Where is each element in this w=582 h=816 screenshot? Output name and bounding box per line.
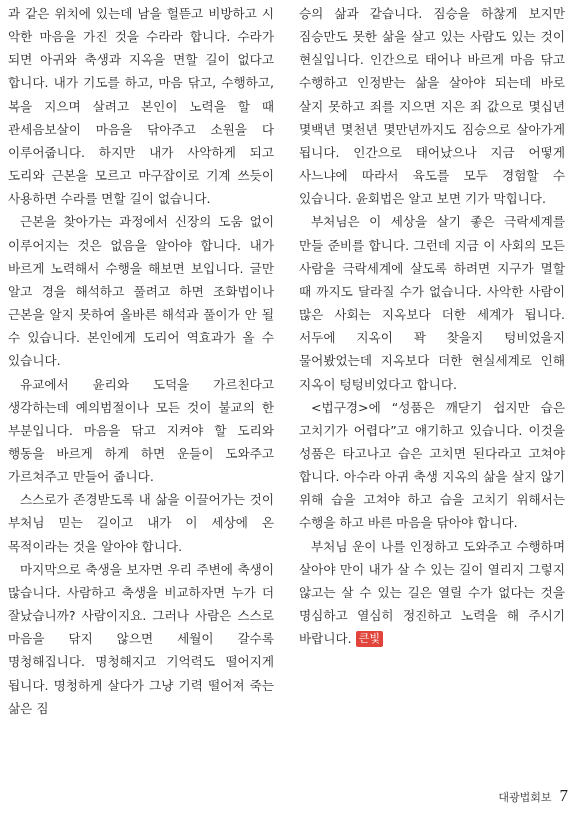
paragraph: 근본을 찾아가는 과정에서 신장의 도움 없이 이루어지는 것은 없음을 알아야 합니다. 내가 바르게 노력해서 수행을 해보면 보입니다. 글만 알고 경을 해석하고 풀려고 하면 조화법이나 근본을 알지 못하여 올바른 해석과 풀이가 안 될 수 있습니다. 본인에게 도리어 역효과가 올 수 있습니다. [8, 214, 274, 369]
paragraph: 유교에서 윤리와 도덕을 가르친다고 생각하는데 예의범절이나 모든 것이 불교의 한 부분입니다. 마음을 닦고 지켜야 할 도리와 행동을 바르게 하게 하면 운들이 도와주고 가르쳐주고 만들어 줍니다. [8, 376, 274, 485]
page-number: 7 [559, 786, 568, 805]
paragraph-text: 부처님 운이 나를 인정하고 도와주고 수행하며 살아야 만이 내가 살 수 있는 길이 열리지 그렇지 않고는 살 수 있는 길은 열릴 수가 없다는 것을 명심하고 열심히 정진하고 노력을 해 주시기 바랍니다. [299, 538, 565, 647]
last-paragraph [299, 535, 565, 651]
paragraph: 부처님은 이 세상을 살기 좋은 극락세계를 만들 준비를 합니다. 그런데 지금 이 사회의 모든 사람을 극락세계에 살도록 하려면 지구가 멸할 때 까지도 달라질 수가 없습니다. 사악한 사람이 많은 사회는 지옥보다 더한 세계가 됩니다. 서두에 지옥이 꽉 찾을지 텅비었을지 물어봤었는데 지옥보다 더한 현실세계로 인해 지옥이 텅텅비었다고 합니다. [299, 214, 565, 392]
end-badge: 큰빛 [356, 631, 383, 647]
page-footer [498, 786, 568, 806]
paragraph: <법구경>에 “성품은 깨닫기 쉽지만 습은 고치기가 어렵다”고 얘기하고 있습니다. 이것을 성품은 타고나고 습은 고치면 된다라고 고쳐야 합니다. 아수라 아귀 축생 지옥의 삶을 살지 않기 위해 습을 고쳐야 하고 습을 고치기 위해서는 수행을 하고 바른 마음을 닦아야 합니다. [299, 399, 565, 531]
right-column [299, 2, 565, 650]
paragraph: 승의 삶과 같습니다. 짐승을 하찮게 보지만 짐승만도 못한 삶을 살고 있는 사람도 있는 것이 현실입니다. 인간으로 태어나 바르게 마음 닦고 수행하고 인정받는 삶을 살아야 되는데 바로 살지 못하고 죄를 지으면 지은 죄 값으로 몇십년 몇백년 몇천년 몇만년까지도 짐승으로 살아가게 됩니다. 인간으로 태어났으나 지금 어떻게 사느냐에 따라서 육도를 모두 경험할 수 있습니다. 윤회법은 알고 보면 기가 막힙니다. [299, 6, 565, 207]
left-column [8, 2, 274, 720]
paragraph: 마지막으로 축생을 보자면 우리 주변에 축생이 많습니다. 사람하고 축생을 비교하자면 누가 더 잘났습니까? 사람이지요. 그러나 사람은 스스로 마음을 닦지 않으면 세월이 갈수록 명청해집니다. 명청해지고 기억력도 떨어지게 됩니다. 명청하게 살다가 그냥 기력 떨어져 죽는 삶은 짐 [8, 561, 274, 716]
paragraph: 스스로가 존경받도록 내 삶을 이끌어가는 것이 부처님 믿는 길이고 내가 이 세상에 온 목적이라는 것을 알아야 합니다. [8, 492, 274, 554]
paragraph: 과 같은 위치에 있는데 남을 헐뜯고 비방하고 시 악한 마음을 가진 것을 수라라 합니다. 수라가 되면 아귀와 축생과 지옥을 면할 길이 없다고 합니다. 내가 기도를 하고, 마음 닦고, 수행하고, 복을 지으며 살려고 본인이 노력을 할 때 관세음보살이 마음을 닦아주고 소원을 다 이루어줍니다. 하지만 내가 사악하게 되고 도리와 근본을 모르고 마구잡이로 기계 쓰듯이 사용하면 수라를 면할 길이 없습니다. [8, 6, 274, 207]
magazine-name: 대광법회보 [498, 791, 552, 804]
